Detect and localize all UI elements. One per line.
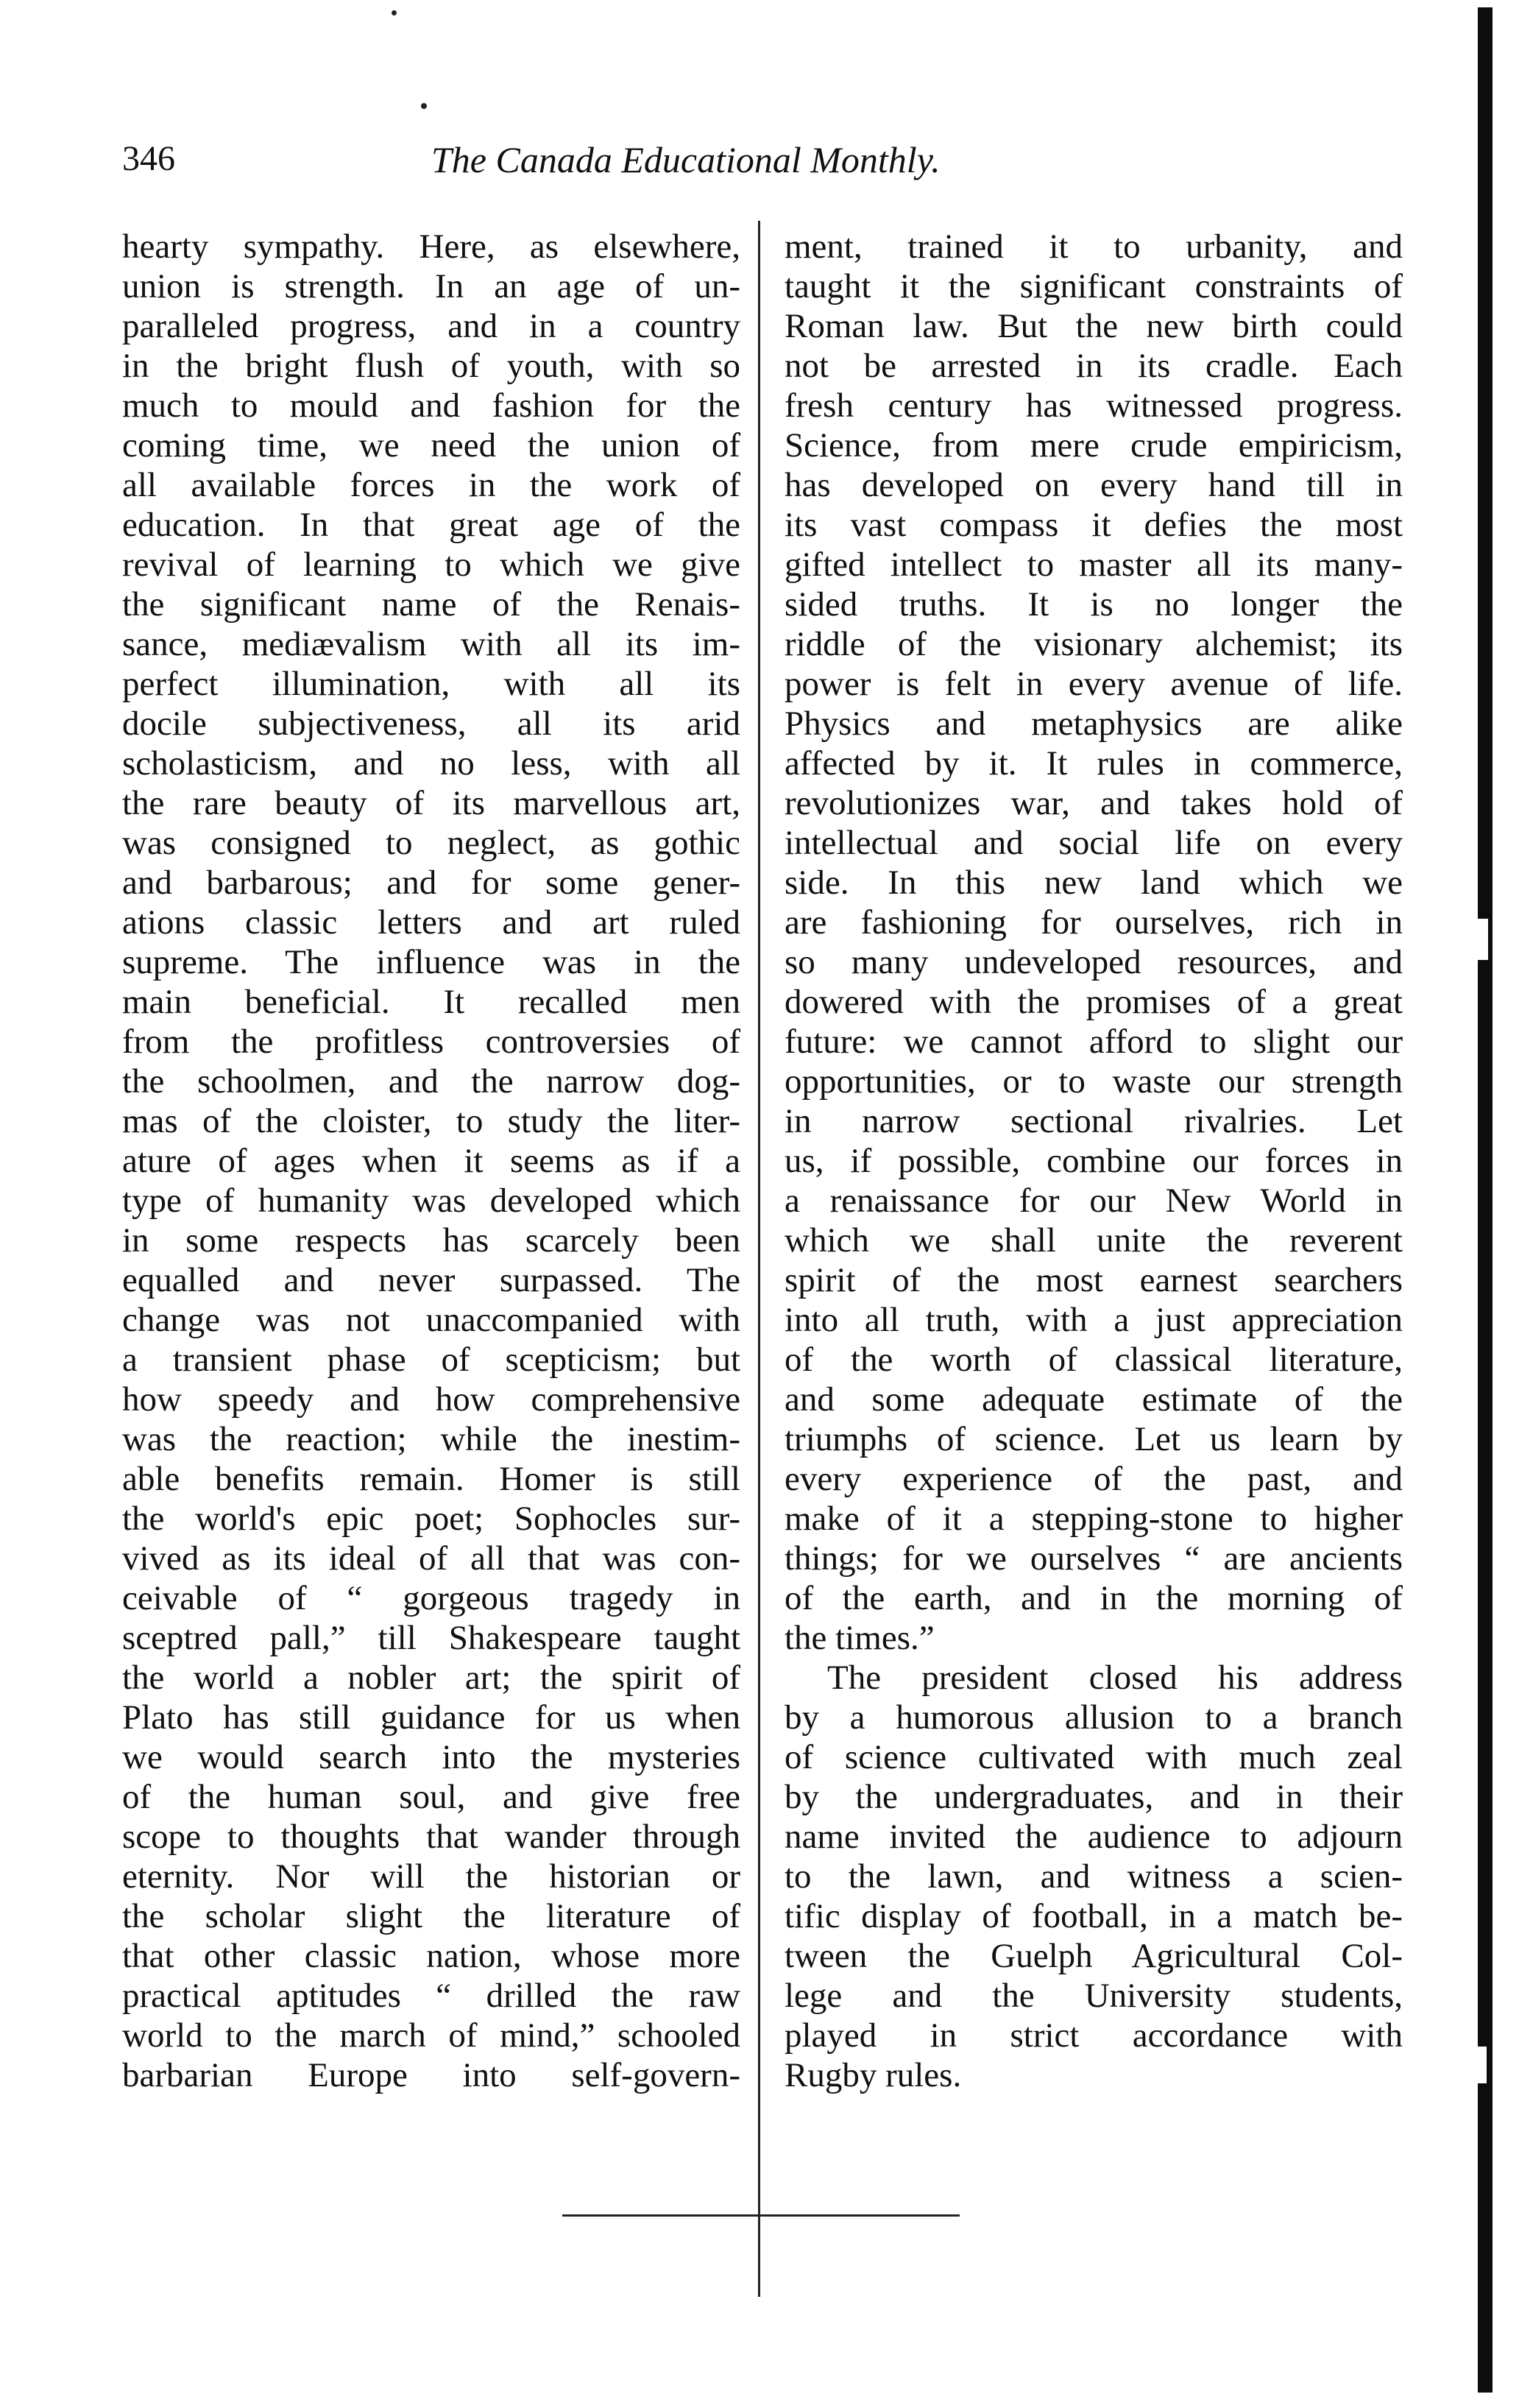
text-line: much to mould and fashion for the xyxy=(122,386,740,425)
text-line: ment, trained it to urbanity, and xyxy=(785,227,1403,266)
text-line: the times.” xyxy=(785,1619,935,1657)
text-line: which we shall unite the reverent xyxy=(785,1221,1403,1260)
text-line: things; for we ourselves “ are ancients xyxy=(785,1539,1403,1578)
text-line: scope to thoughts that wander through xyxy=(122,1818,740,1856)
text-line: change was not unaccompanied with xyxy=(122,1301,740,1339)
text-line: opportunities, or to waste our strength xyxy=(785,1062,1403,1101)
end-of-article-rule xyxy=(562,2214,960,2217)
text-line: every experience of the past, and xyxy=(785,1460,1403,1498)
text-line: spirit of the most earnest searchers xyxy=(785,1261,1403,1299)
text-line: gifted intellect to master all its many- xyxy=(785,545,1403,584)
text-line: taught it the significant constraints of xyxy=(785,267,1403,306)
text-line: into all truth, with a just appreciation xyxy=(785,1301,1403,1339)
text-line: from the profitless controversies of xyxy=(122,1023,740,1061)
text-line: vived as its ideal of all that was con- xyxy=(122,1539,740,1578)
right-text-column xyxy=(785,227,1403,2095)
text-line: barbarian Europe into self-govern- xyxy=(122,2056,740,2094)
text-line: Rugby rules. xyxy=(785,2056,962,2094)
text-line: in some respects has scarcely been xyxy=(122,1221,740,1260)
text-line: of the worth of classical literature, xyxy=(785,1341,1403,1379)
text-line: education. In that great age of the xyxy=(122,506,740,544)
text-line: ceivable of “ gorgeous tragedy in xyxy=(122,1579,740,1617)
text-line: a transient phase of scepticism; but xyxy=(122,1341,740,1379)
text-line: eternity. Nor will the historian or xyxy=(122,1857,740,1896)
text-line: has developed on every hand till in xyxy=(785,466,1403,504)
text-line: hearty sympathy. Here, as elsewhere, xyxy=(122,227,740,266)
text-line: of the earth, and in the morning of xyxy=(785,1579,1403,1617)
text-line: in narrow sectional rivalries. Let xyxy=(785,1102,1403,1140)
text-line: the rare beauty of its marvellous art, xyxy=(122,784,740,822)
page-number: 346 xyxy=(122,139,175,178)
text-line: lege and the University students, xyxy=(785,1977,1403,2015)
text-line: union is strength. In an age of un- xyxy=(122,267,740,306)
text-line: able benefits remain. Homer is still xyxy=(122,1460,740,1498)
text-line: Plato has still guidance for us when xyxy=(122,1698,740,1737)
text-line: the scholar slight the literature of xyxy=(122,1897,740,1935)
text-line: practical aptitudes “ drilled the raw xyxy=(122,1977,740,2015)
text-line: tween the Guelph Agricultural Col- xyxy=(785,1937,1403,1975)
text-line: revival of learning to which we give xyxy=(122,545,740,584)
scan-edge-notch xyxy=(1478,919,1488,960)
text-line: supreme. The influence was in the xyxy=(122,943,740,981)
text-line: Science, from mere crude empiricism, xyxy=(785,426,1403,465)
column-divider xyxy=(758,221,760,2297)
text-line: and some adequate estimate of the xyxy=(785,1380,1403,1419)
text-line: scholasticism, and no less, with all xyxy=(122,744,740,783)
text-line: we would search into the mysteries xyxy=(122,1738,740,1776)
text-line: not be arrested in its cradle. Each xyxy=(785,347,1403,385)
text-line: The president closed his address xyxy=(827,1659,1403,1697)
scan-speck xyxy=(392,10,397,15)
text-line: was consigned to neglect, as gothic xyxy=(122,824,740,862)
text-line: revolutionizes war, and takes hold of xyxy=(785,784,1403,822)
text-line: future: we cannot afford to slight our xyxy=(785,1023,1403,1061)
text-line: how speedy and how comprehensive xyxy=(122,1380,740,1419)
text-line: name invited the audience to adjourn xyxy=(785,1818,1403,1856)
text-line: docile subjectiveness, all its arid xyxy=(122,705,740,743)
text-line: paralleled progress, and in a country xyxy=(122,307,740,345)
text-line: dowered with the promises of a great xyxy=(785,983,1403,1021)
scan-edge-notch xyxy=(1478,2047,1487,2083)
text-line: are fashioning for ourselves, rich in xyxy=(785,903,1403,942)
text-line: triumphs of science. Let us learn by xyxy=(785,1420,1403,1458)
text-line: of the human soul, and give free xyxy=(122,1778,740,1816)
text-line: a renaissance for our New World in xyxy=(785,1182,1403,1220)
text-line: main beneficial. It recalled men xyxy=(122,983,740,1021)
text-line: ature of ages when it seems as if a xyxy=(122,1142,740,1180)
text-line: so many undeveloped resources, and xyxy=(785,943,1403,981)
text-line: sceptred pall,” till Shakespeare taught xyxy=(122,1619,740,1657)
text-line: the world's epic poet; Sophocles sur- xyxy=(122,1500,740,1538)
running-title: The Canada Educational Monthly. xyxy=(431,139,941,180)
text-line: the world a nobler art; the spirit of xyxy=(122,1659,740,1697)
scan-edge-bar xyxy=(1478,7,1493,2393)
text-line: intellectual and social life on every xyxy=(785,824,1403,862)
text-line: of science cultivated with much zeal xyxy=(785,1738,1403,1776)
text-line: make of it a stepping-stone to higher xyxy=(785,1500,1403,1538)
text-line: affected by it. It rules in commerce, xyxy=(785,744,1403,783)
text-line: equalled and never surpassed. The xyxy=(122,1261,740,1299)
text-line: was the reaction; while the inestim- xyxy=(122,1420,740,1458)
left-text-column xyxy=(122,227,740,2095)
text-line: Physics and metaphysics are alike xyxy=(785,705,1403,743)
text-line: power is felt in every avenue of life. xyxy=(785,665,1403,703)
text-line: world to the march of mind,” schooled xyxy=(122,2016,740,2055)
text-line: riddle of the visionary alchemist; its xyxy=(785,625,1403,663)
text-line: mas of the cloister, to study the liter- xyxy=(122,1102,740,1140)
scan-speck xyxy=(421,103,427,109)
text-line: to the lawn, and witness a scien- xyxy=(785,1857,1403,1896)
text-line: its vast compass it defies the most xyxy=(785,506,1403,544)
text-line: Roman law. But the new birth could xyxy=(785,307,1403,345)
text-line: side. In this new land which we xyxy=(785,864,1403,902)
text-line: the schoolmen, and the narrow dog- xyxy=(122,1062,740,1101)
text-line: tific display of football, in a match be- xyxy=(785,1897,1403,1935)
text-line: type of humanity was developed which xyxy=(122,1182,740,1220)
text-line: in the bright flush of youth, with so xyxy=(122,347,740,385)
text-line: sance, mediævalism with all its im- xyxy=(122,625,740,663)
page-header xyxy=(122,138,1108,197)
text-line: fresh century has witnessed progress. xyxy=(785,386,1403,425)
text-line: played in strict accordance with xyxy=(785,2016,1403,2055)
text-line: by the undergraduates, and in their xyxy=(785,1778,1403,1816)
text-line: us, if possible, combine our forces in xyxy=(785,1142,1403,1180)
text-line: and barbarous; and for some gener- xyxy=(122,864,740,902)
text-line: perfect illumination, with all its xyxy=(122,665,740,703)
text-line: sided truths. It is no longer the xyxy=(785,585,1403,624)
text-line: coming time, we need the union of xyxy=(122,426,740,465)
text-line: the significant name of the Renais- xyxy=(122,585,740,624)
text-line: all available forces in the work of xyxy=(122,466,740,504)
text-line: by a humorous allusion to a branch xyxy=(785,1698,1403,1737)
text-line: ations classic letters and art ruled xyxy=(122,903,740,942)
text-line: that other classic nation, whose more xyxy=(122,1937,740,1975)
